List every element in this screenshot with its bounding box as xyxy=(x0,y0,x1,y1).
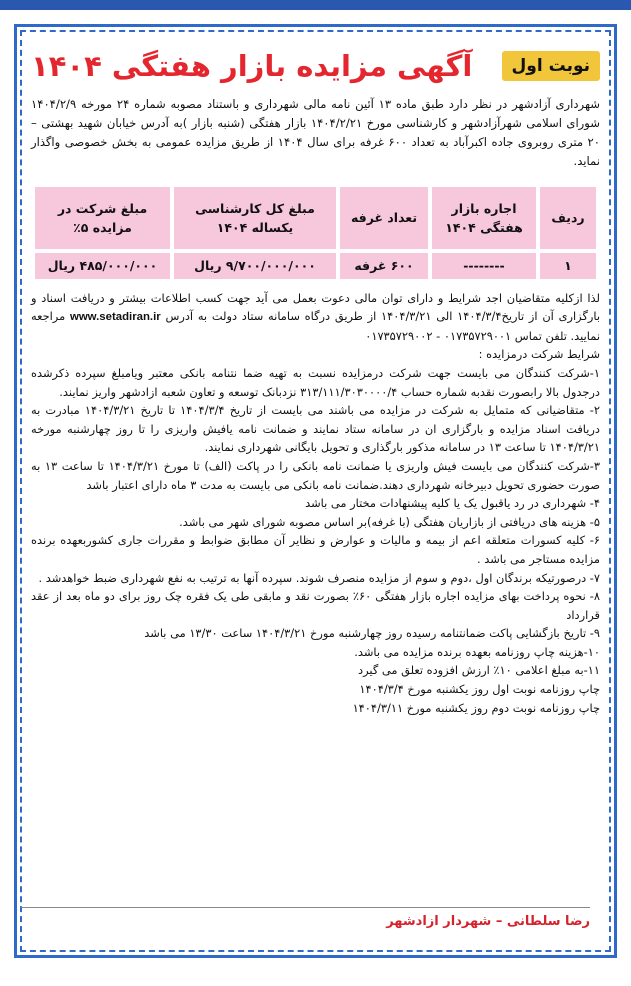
contact-text: مراجعه نمایید. تلفن تماس ۰۱۷۳۵۷۲۹۰۰۱ - ۰۱۷۳۵۷۲۹۰۰۲ xyxy=(31,309,600,343)
table-header-cell: ردیف xyxy=(540,187,596,249)
condition-item: ۳-شرکت کنندگان می بایست فیش واریزی یا ضمانت نامه بانکی را در پاکت (الف) تا مورخ ۱۴۰۴/۳/۲۱ تا ساعت ۱۳ به صورت حضوری تحویل دبیرخانه شهرداری دهند.ضمانت نامه بانکی می بایست به مدت ۳ ماه دارای اعتبار باشد xyxy=(31,458,600,492)
condition-item: ۶- کلیه کسورات متعلقه اعم از بیمه و مالیات و عوارض و نظایر آن مطابق ضوابط و مقررات جاری کشوربعهده برنده مزایده مستاجر می باشد . xyxy=(31,533,600,566)
notice-header xyxy=(31,39,600,93)
condition-item: ۵- هزینه های دریافتی از بازاریان هفتگی (با غرفه)بر اساس مصوبه شورای شهر می باشد. xyxy=(179,514,600,529)
condition-item: ۸- نحوه پرداخت بهای مزایده اجاره بازار هفتگی ۶۰٪ بصورت نقد و مابقی طی یک فقره چک روز برای دو ماه بعد از عقد قرارداد xyxy=(31,589,600,622)
table-cell: ۴۸۵/۰۰۰/۰۰۰ ریال xyxy=(35,253,170,279)
table-cell: ۱ xyxy=(540,253,596,279)
condition-item: ۹- تاریخ بازگشایی پاکت ضمانتنامه رسیده روز چهارشنبه مورخ ۱۴۰۴/۳/۲۱ ساعت ۱۳/۳۰ می باشد xyxy=(144,626,600,641)
invitation-paragraph xyxy=(31,289,600,346)
table-header-cell: مبلغ کل کارشناسی یکساله ۱۴۰۴ xyxy=(174,187,336,249)
auction-table xyxy=(31,183,600,283)
condition-item: ۱۱-به مبلغ اعلامی ۱۰٪ ارزش افزوده تعلق می گیرد xyxy=(358,663,600,678)
table-cell: ۹/۷۰۰/۰۰۰/۰۰۰ ریال xyxy=(174,253,336,279)
table-cell: ۶۰۰ غرفه xyxy=(340,253,428,279)
table-header-cell: مبلغ شرکت در مزایده ۵٪ xyxy=(35,187,170,249)
notice-frame xyxy=(14,24,617,958)
website-link[interactable]: www.setadiran.ir xyxy=(69,311,161,324)
edition-badge: نوبت اول xyxy=(502,51,600,81)
top-color-bar xyxy=(0,0,631,10)
table-header-row xyxy=(35,187,596,249)
table-header-cell: اجاره بازار هفتگی ۱۴۰۴ xyxy=(432,187,536,249)
condition-item: ۴- شهرداری در رد یاقبول یک یا کلیه پیشنهادات مختار می باشد xyxy=(305,496,600,511)
print-date-item: چاپ روزنامه نوبت دوم روز یکشنبه مورخ ۱۴۰۴/۳/۱۱ xyxy=(352,700,600,715)
notice-title: آگهی مزایده بازار هفتگی ۱۴۰۴ xyxy=(31,49,473,83)
invitation-text: لذا ازکلیه متقاضیان اجد شرایط و دارای توان مالی دعوت بعمل می آید جهت کسب اطلاعات بیشتر و دریافت اسناد و بارگزاری آن از تاریخ۱۴۰۴/۳/۴ الی ۱۴۰۴/۳/۲۱ از طریق درگاه سامانه ستاد دولت به آدرس xyxy=(31,290,601,324)
condition-item: ۱۰-هزینه چاپ روزنامه بعهده برنده مزایده می باشد. xyxy=(354,644,600,659)
condition-item: ۷- درصورتیکه برندگان اول ،دوم و سوم از مزایده منصرف شوند. سپرده آنها به ترتیب به نفع شهرداری ضبط خواهدشد . xyxy=(38,570,600,585)
print-date-item: چاپ روزنامه نوبت اول روز یکشنبه مورخ ۱۴۰۴/۳/۴ xyxy=(359,682,600,697)
table-row xyxy=(35,253,596,279)
conditions-title: شرایط شرکت درمزایده : xyxy=(478,347,600,362)
table-header-cell: تعداد غرفه xyxy=(340,187,428,249)
condition-item: ۱-شرکت کنندگان می بایست جهت شرکت درمزایده نسبت به تهیه ضما نتنامه بانکی معتبر ویامبلغ سپرده ذکرشده درجدول بالا رابصورت نقدبه شماره حساب ۳۱۳/۱۱۱/۳۰۳۰۰۰۰/۴ نزدبانک توسعه و تعاون شعبه ازادشهر واریز نمایند. xyxy=(31,365,600,399)
notice-body xyxy=(31,289,600,718)
signature: رضا سلطانی – شهردار ازادشهر xyxy=(21,907,590,929)
condition-item: ۲- متقاضیانی که متمایل به شرکت در مزایده می باشند می بایست از تاریخ ۱۴۰۴/۳/۴ تا تاریخ ۱۴۰۴/۳/۲۱ مبادرت به دریافت اسناد مزایده و بارگزاری ان در سامانه ستاد نمایند و ضمانت نامه یافیش واریزی را تا روز چهارشنبه مورخه ۱۴۰۴/۳/۲۱ تا ساعت ۱۳ در سامانه مذکور بارگذاری و تحویل بایگانی شهرداری نمایند. xyxy=(31,403,600,455)
intro-paragraph: شهرداری آزادشهر در نظر دارد طبق ماده ۱۳ آئین نامه مالی شهرداری و باستناد مصوبه شماره ۲۴ مورخه ۱۴۰۴/۲/۹ شورای اسلامی شهرآزادشهر و کارشناسی مورخ ۱۴۰۴/۲/۲۱ بازار هفتگی (شنبه بازار )به آدرس خیابان شهید بهشتی – ۲۰ متری روبروی جاده اکبرآباد به تعداد ۶۰۰ غرفه برای سال ۱۴۰۴ از طریق مزایده عمومی به بخش خصوصی واگذار نماید. xyxy=(31,97,600,168)
notice-content xyxy=(31,39,600,943)
table-cell: -------- xyxy=(432,253,536,279)
